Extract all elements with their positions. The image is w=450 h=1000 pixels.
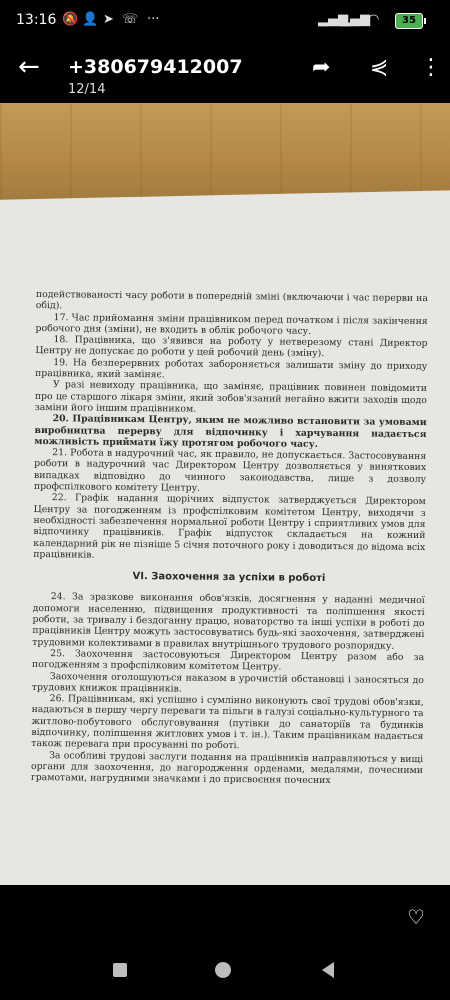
arrow-back-icon: ← [18, 52, 40, 82]
notification-off-icon: 🔕 [62, 12, 79, 27]
more-options-button[interactable] [420, 55, 442, 80]
status-time: 13:16 [16, 12, 57, 28]
doc-paragraph: 21. Робота в надурочний час, як правило, не допускається. Застосовування роботи в надурочний час Директором Центру дозволяється у виняткових випадках відповідно до чинного законодавства, лише з дозволу профспілкового комітету Центру. [33, 447, 427, 494]
home-button[interactable] [215, 962, 231, 978]
doc-paragraph: 18. Працівника, що з'явився на роботу у нетверезому стані Директор Центру не допускає до роботи у цей робочий день (зміну). [35, 334, 428, 360]
telegram-icon: ➤ [103, 12, 114, 27]
more-notifications-icon: ··· [147, 12, 160, 27]
viber-icon: ☏ [122, 12, 139, 27]
doc-paragraph: 20. Працівникам Центру, яким не можливо встановити за умовами виробництва перерву для відпочинку і харчування надається можливість приймати їжу протягом робочого часу. [34, 413, 427, 450]
back-nav-button[interactable] [322, 962, 334, 978]
doc-paragraph: 19. На безперервних роботах забороняється залишати зміну до приходу працівника, який заміняє. [35, 356, 428, 381]
doc-paragraph: 22. Графік надання щорічних відпусток затверджується Директором Центру за погодженням із профспілковим комітетом Центру, виходячи з необхідності забезпечення нормальної роботи Центру і сприятливих умов для відпочинку працівників. Графік відпусток складається на кожний календарний рік не пізніше 5 січня поточного року і доводиться до відома всіх працівників. [33, 492, 426, 561]
photo-viewer[interactable] [0, 103, 450, 885]
doc-paragraph: подействованості часу роботи в попередній зміні (включаючи і час перерви на обід). [35, 289, 428, 312]
page-title: +380679412007 [68, 56, 243, 78]
recent-apps-button[interactable] [113, 963, 127, 977]
network-share-icon: ⋞ [370, 55, 389, 80]
doc-paragraph: 17. Час прийомання зміни працівником перед початком і після закінчення робочого дня (зміни), не входить в облік робочого часу. [35, 311, 428, 337]
heart-outline-icon: ♡ [407, 905, 425, 929]
system-navigation-bar [0, 945, 450, 1000]
doc-paragraph: За особливі трудові заслуги подання на працівників направляються у вищі органи для заохочення, до нагородження орденами, медалями, почесними грамотами, нагрудними значками і до присвоєння почесних [30, 749, 424, 787]
more-vert-icon: ⋮ [420, 55, 442, 80]
section-heading: VI. Заохочення за успіхи в роботі [132, 571, 326, 585]
doc-paragraph: 25. Заохочення застосовуються Директором Центру разом або за погодженням з профспілковим комітетом Центру. [32, 648, 425, 673]
back-button[interactable] [18, 54, 40, 80]
share-icon: ➦ [312, 55, 331, 80]
user-add-icon: 👤 [82, 12, 99, 27]
signal-icon-2: ▂▄▆ [340, 12, 370, 27]
app-bar [0, 40, 450, 100]
battery-icon [395, 13, 423, 29]
forward-button[interactable] [312, 55, 330, 80]
like-button[interactable] [407, 905, 425, 929]
share-button[interactable] [370, 55, 388, 80]
status-bar [0, 0, 450, 40]
doc-paragraph: Заохочення оголошуються наказом в урочистій обстановці і заносяться до трудових книжок працівників. [31, 670, 424, 695]
wood-background [0, 103, 450, 203]
wifi-icon: ◠ [368, 12, 380, 27]
viewer-footer [0, 885, 450, 945]
document-text [31, 289, 428, 788]
image-counter: 12/14 [68, 82, 106, 97]
doc-paragraph: 24. За зразкове виконання обов'язків, досягнення у наданні медичної допомоги населенню, підвищення продуктивності та поліпшення якості роботи, за тривалу і бездоганну працю, новаторство та інші успіхи в роботі до працівників Центру можуть застосовуватись будь-які заохочення, затверджені трудовими колективами в правилах внутрішнього трудового розпорядку. [32, 591, 425, 652]
battery-level: 35 [402, 15, 416, 26]
signal-icon: ▂▄▆ [318, 12, 348, 27]
doc-paragraph: У разі невиходу працівника, що заміняє, працівник повинен повідомити про це старшого лікаря зміни, який зобов'язаний негайно вжити заходів щодо заміни його іншим працівником. [34, 379, 428, 415]
doc-paragraph: 26. Працівникам, які успішно і сумлінно виконують свої трудові обов'язки, надаються в першу чергу переваги та пільги в галузі соціально-культурного та житлово-побутового обслуговування (путівки до санаторіїв та будинків відпочинку, поліпшення житлових умов і т. ін.). Таким працівникам надається також перевага при просуванні по роботі. [31, 693, 424, 752]
